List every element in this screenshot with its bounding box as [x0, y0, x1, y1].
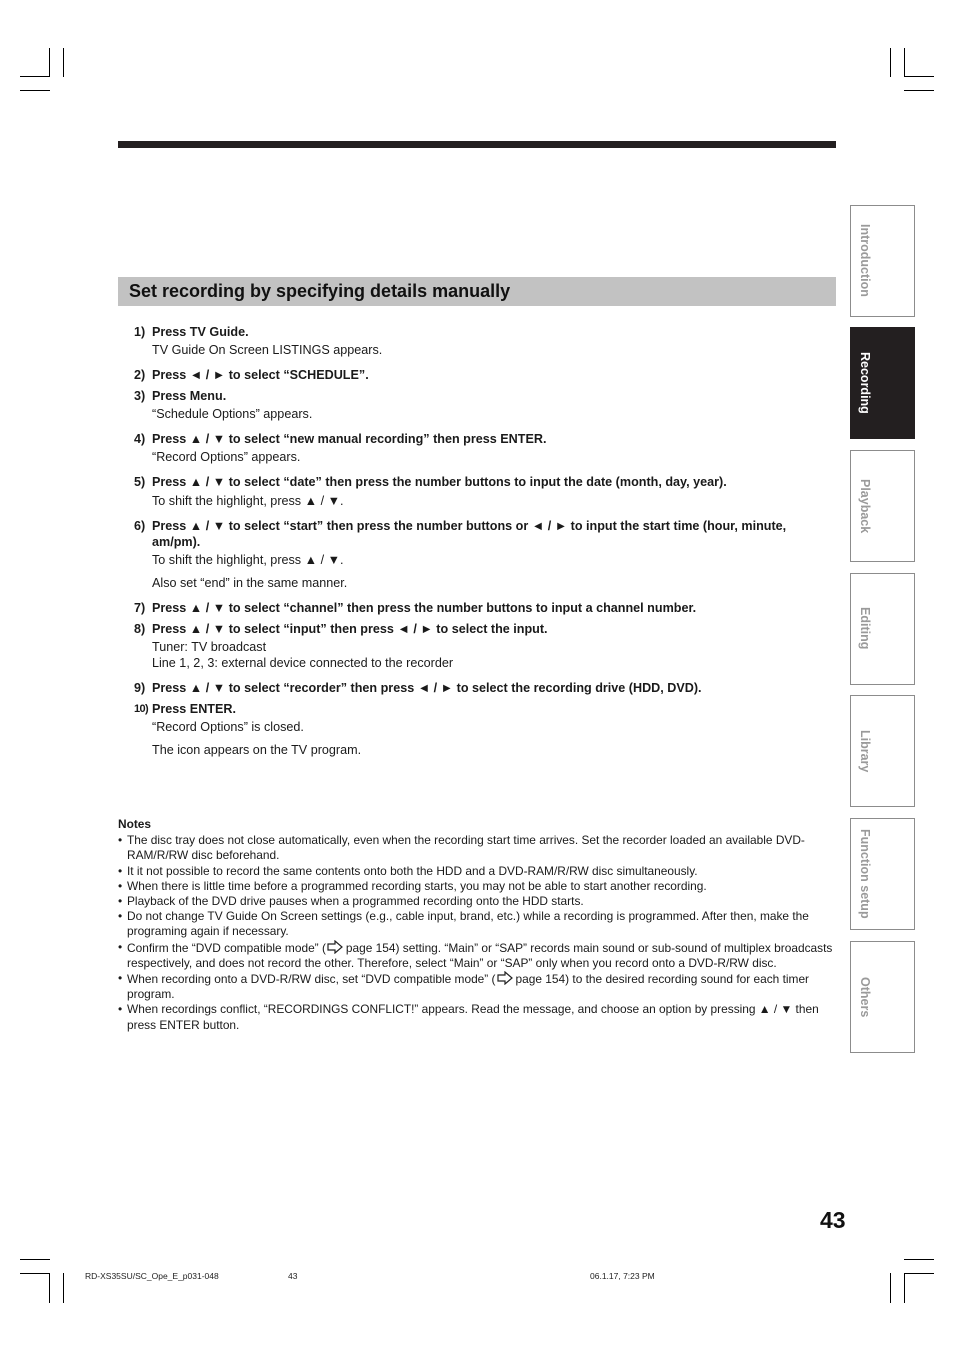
step-detail: Tuner: TV broadcast: [152, 640, 267, 654]
note-text: When recording onto a DVD-R/RW disc, set “DVD compatible mode” (: [127, 972, 496, 987]
note-text: When there is little time before a programmed recording starts, you may not be able to start another recording.: [127, 878, 707, 893]
note-text: When recordings conflict, “RECORDINGS CONFLICT!” appears. Read the message, and choose an option by pressing ▲ / ▼ then press ENTER button.: [127, 1002, 819, 1032]
crop-mark: [904, 90, 934, 91]
step-detail: TV Guide On Screen LISTINGS appears.: [152, 343, 383, 357]
tab-others[interactable]: [850, 941, 915, 1053]
crop-mark: [49, 48, 50, 77]
step-detail: Also set “end” in the same manner.: [152, 576, 348, 590]
step-detail: “Schedule Options” appears.: [152, 407, 313, 421]
step-2: [134, 367, 834, 383]
step-number: 8): [134, 622, 146, 636]
crop-mark: [904, 1259, 934, 1260]
note-text: page 154) setting. “Main” or “SAP” records main sound or sub-sound of multiplex broadcasts respectively, and does not record the other. Therefore, select “Main” or “SAP” only when you record onto a DVD-R/RW disc.: [127, 940, 833, 970]
footer-file: RD-XS35SU/SC_Ope_E_p031-048: [85, 1271, 219, 1281]
tab-label: Playback: [858, 479, 872, 534]
step-number: 4): [134, 432, 146, 446]
crop-mark: [904, 1273, 934, 1274]
tab-playback[interactable]: [850, 450, 915, 562]
bullet: •: [118, 894, 123, 909]
note-item: [118, 971, 836, 1002]
crop-mark: [904, 48, 905, 77]
section-header: [118, 277, 836, 306]
step-9: [134, 680, 834, 696]
step-number: 5): [134, 475, 146, 489]
footer-timestamp: 06.1.17, 7:23 PM: [590, 1271, 655, 1281]
step-instruction: Press TV Guide.: [152, 325, 249, 339]
step-detail: To shift the highlight, press ▲ / ▼.: [152, 494, 344, 508]
bullet: •: [118, 863, 123, 878]
footer-page: 43: [288, 1271, 298, 1281]
step-number: 9): [134, 681, 146, 695]
step-number: 7): [134, 601, 146, 615]
tab-label: Function setup: [858, 829, 872, 919]
step-number: 6): [134, 519, 146, 533]
note-text: Do not change TV Guide On Screen settings (e.g., cable input, brand, etc.) while a recording is programmed. After then, make the programing again if necessary.: [127, 909, 809, 939]
step-instruction: Press ▲ / ▼ to select “new manual recording” then press ENTER.: [152, 432, 547, 446]
note-item: [118, 909, 836, 939]
page-number: 43: [820, 1207, 846, 1233]
note-text: Playback of the DVD drive pauses when a programmed recording onto the HDD starts.: [127, 894, 584, 909]
step-number: 10): [134, 703, 149, 715]
step-3: [134, 388, 834, 422]
crop-mark: [49, 1273, 50, 1303]
tab-label: Recording: [858, 352, 872, 414]
tab-function-setup[interactable]: [850, 818, 915, 930]
notes-heading: Notes: [118, 817, 152, 831]
bullet: •: [118, 909, 123, 924]
note-item: [118, 1002, 836, 1032]
step-instruction: Press ▲ / ▼ to select “date” then press the number buttons to input the date (month, day, year).: [152, 475, 727, 489]
tab-label: Introduction: [858, 224, 872, 297]
step-instruction: Press ◄ / ► to select “SCHEDULE”.: [152, 368, 369, 382]
step-number: 2): [134, 368, 146, 382]
crop-mark: [890, 1273, 891, 1303]
crop-mark: [63, 48, 64, 77]
crop-mark: [20, 76, 50, 77]
crop-mark: [20, 1273, 50, 1274]
tab-recording[interactable]: [850, 327, 915, 439]
bullet: •: [118, 971, 123, 986]
step-10: [134, 701, 834, 758]
note-text: Confirm the “DVD compatible mode” (: [127, 940, 326, 955]
note-text: page 154) to the desired recording sound for each timer program.: [127, 972, 810, 1002]
step-7: [134, 600, 834, 616]
section-title: Set recording by specifying details manually: [129, 281, 511, 301]
tab-label: Others: [858, 977, 872, 1018]
step-detail: To shift the highlight, press ▲ / ▼.: [152, 553, 344, 567]
tab-library[interactable]: [850, 695, 915, 807]
step-detail: “Record Options” is closed.: [152, 720, 304, 734]
crop-mark: [890, 48, 891, 77]
step-5: [134, 474, 834, 509]
note-item: [118, 940, 836, 971]
note-item: [118, 894, 836, 909]
step-number: 1): [134, 325, 146, 339]
notes-section: [118, 817, 836, 1033]
bullet: •: [118, 939, 123, 954]
bullet: •: [118, 878, 123, 893]
crop-mark: [20, 90, 50, 91]
step-number: 3): [134, 389, 146, 403]
step-4: [134, 431, 834, 465]
crop-mark: [904, 1273, 905, 1303]
note-item: [118, 864, 836, 879]
crop-mark: [63, 1273, 64, 1303]
step-1: [134, 324, 834, 358]
arrow-reference-icon: [327, 940, 343, 954]
step-8: [134, 621, 834, 671]
step-detail: The icon appears on the TV program.: [152, 743, 362, 757]
step-instruction: Press ENTER.: [152, 702, 236, 716]
note-text: The disc tray does not close automatically, even when the recording start time arrives. Set the recorder loaded an available DVD-RAM/R/RW disc beforehand.: [127, 833, 805, 863]
crop-mark: [20, 1259, 50, 1260]
top-rule: [118, 141, 836, 148]
steps-list: [134, 324, 834, 758]
bullet: •: [118, 833, 123, 848]
note-item: [118, 879, 836, 894]
note-item: [118, 833, 836, 863]
step-instruction: Press ▲ / ▼ to select “recorder” then press ◄ / ► to select the recording drive (HDD, DVD).: [152, 681, 702, 695]
crop-mark: [904, 76, 934, 77]
tab-introduction[interactable]: [850, 205, 915, 317]
bullet: •: [118, 1002, 123, 1017]
step-instruction: Press Menu.: [152, 389, 227, 403]
step-6: [134, 518, 834, 591]
step-detail: “Record Options” appears.: [152, 450, 301, 464]
step-instruction: Press ▲ / ▼ to select “input” then press ◄ / ► to select the input.: [152, 622, 548, 636]
tab-label: Library: [858, 730, 872, 773]
step-instruction: Press ▲ / ▼ to select “start” then press the number buttons or ◄ / ► to input the start time (hour, minute, am/pm).: [152, 519, 787, 549]
step-detail: Line 1, 2, 3: external device connected to the recorder: [152, 656, 454, 670]
note-text: It it not possible to record the same contents onto both the HDD and a DVD-RAM/R/RW disc simultaneously.: [127, 863, 698, 878]
tab-label: Editing: [858, 607, 872, 650]
step-instruction: Press ▲ / ▼ to select “channel” then press the number buttons to input a channel number.: [152, 601, 697, 615]
arrow-reference-icon: [497, 971, 513, 985]
tab-editing[interactable]: [850, 573, 915, 685]
